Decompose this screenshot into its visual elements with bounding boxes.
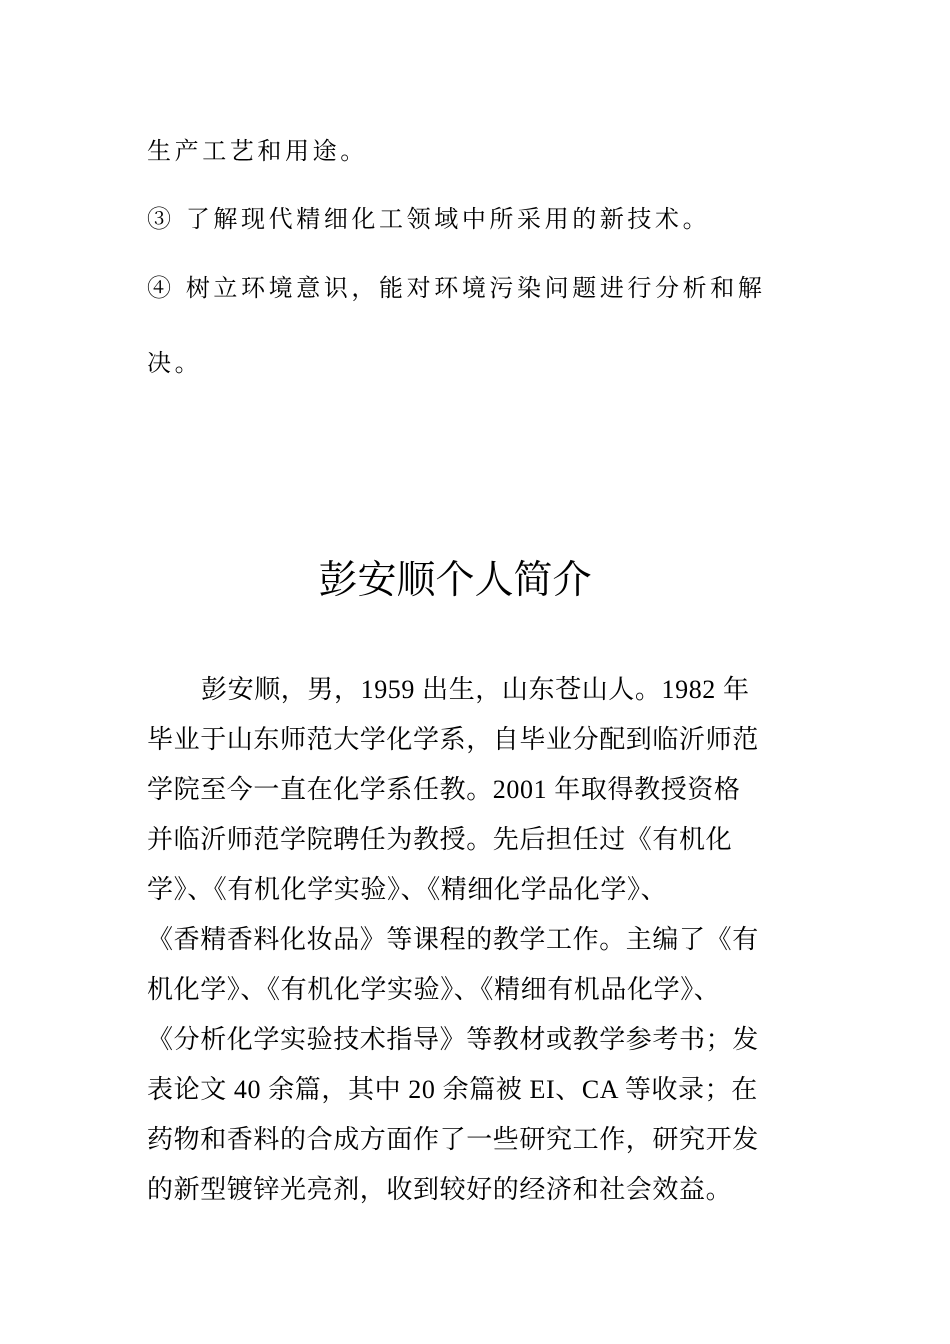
bio-line: 并临沂师范学院聘任为教授。先后担任过《有机化	[147, 825, 733, 854]
bio-line: 彭安顺，男，1959 出生，山东苍山人。1982 年	[201, 675, 750, 704]
objective-line-2: ③ 了解现代精细化工领域中所采用的新技术。	[147, 205, 711, 233]
bio-line: 《分析化学实验技术指导》等教材或教学参考书；发	[147, 1025, 759, 1054]
objective-line-1: 生产工艺和用途。	[147, 137, 368, 165]
objective-line-3: ④ 树立环境意识，能对环境污染问题进行分析和解	[147, 274, 766, 302]
bio-line: 《香精香料化妆品》等课程的教学工作。主编了《有	[147, 925, 759, 954]
bio-line: 机化学》、《有机化学实验》、《精细有机品化学》、	[147, 975, 721, 1004]
bio-line: 的新型镀锌光亮剂，收到较好的经济和社会效益。	[147, 1175, 733, 1204]
section-title: 彭安顺个人简介	[318, 558, 592, 603]
bio-line: 学》、《有机化学实验》、《精细化学品化学》、	[147, 875, 668, 904]
bio-line: 毕业于山东师范大学化学系，自毕业分配到临沂师范	[147, 725, 759, 754]
objective-line-4: 决。	[147, 349, 203, 377]
bio-line: 学院至今一直在化学系任教。2001 年取得教授资格	[147, 775, 741, 804]
bio-paragraph	[147, 665, 825, 1215]
bio-line: 药物和香料的合成方面作了一些研究工作，研究开发	[147, 1125, 759, 1154]
bio-line: 表论文 40 余篇，其中 20 余篇被 EI、CA 等收录；在	[147, 1075, 758, 1104]
